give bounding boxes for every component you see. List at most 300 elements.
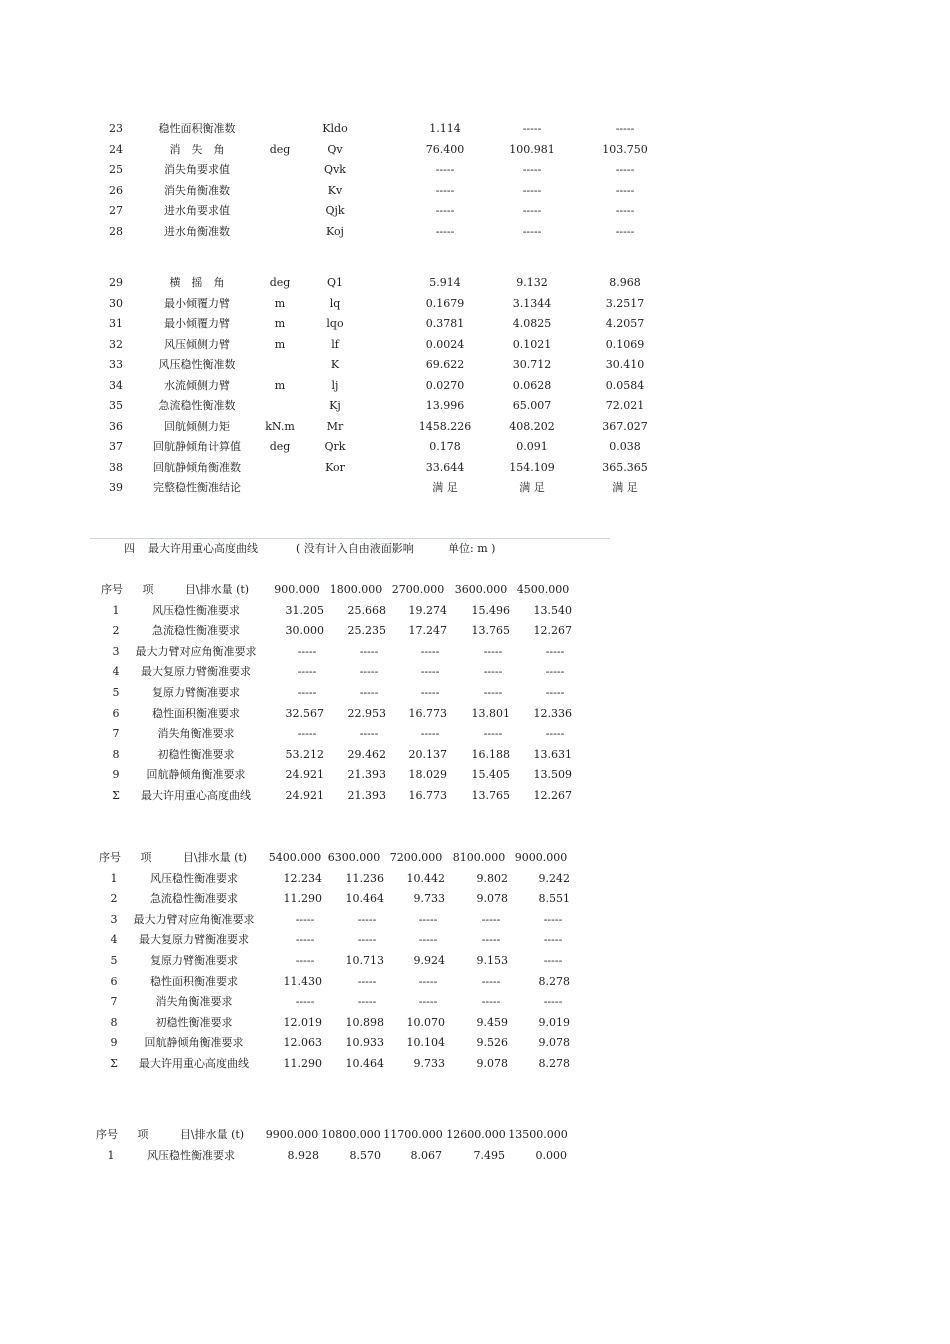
requirement-name: 风压稳性衡准要求	[147, 1148, 235, 1162]
value-cell: -----	[420, 644, 440, 658]
value-cell: -----	[483, 644, 503, 658]
table-row	[0, 952, 950, 970]
header-serial: 序号	[96, 1128, 118, 1141]
criterion-name: 回航倾侧力矩	[164, 419, 230, 433]
value-cell: -----	[295, 912, 315, 926]
criterion-name: 最小倾覆力臂	[164, 296, 230, 310]
value-cell-1: -----	[435, 183, 455, 197]
stability-row	[0, 295, 950, 313]
value-cell: -----	[543, 954, 563, 967]
value-cell: 16.773	[408, 789, 447, 802]
value-cell: -----	[357, 933, 377, 947]
value-cell: 22.953	[347, 706, 386, 720]
value-cell: -----	[359, 686, 379, 699]
table-row	[0, 705, 950, 723]
value-cell: 11.236	[345, 871, 384, 885]
value-cell: 9.526	[476, 1036, 508, 1050]
value-cell: 21.393	[347, 789, 386, 802]
value-cell: 9.078	[476, 1057, 508, 1070]
requirement-name: 回航静倾角衡准要求	[146, 768, 246, 782]
row-number: 5	[112, 686, 120, 699]
value-cell-3: 103.750	[602, 142, 648, 156]
value-cell: -----	[545, 665, 565, 679]
value-cell: 0.000	[535, 1148, 567, 1162]
value-cell: -----	[483, 686, 503, 699]
value-cell-2: -----	[522, 183, 542, 197]
value-cell-2: 0.1021	[512, 337, 552, 351]
criterion-name: 最小倾覆力臂	[164, 317, 230, 330]
requirement-name: 初稳性衡准要求	[157, 747, 235, 761]
header-displacement-2: 6300.000	[327, 851, 381, 864]
requirement-name: 风压稳性衡准要求	[152, 603, 240, 617]
value-cell-2: -----	[522, 225, 542, 238]
symbol-cell: Kj	[329, 399, 341, 412]
value-cell-2: 30.712	[512, 358, 552, 371]
table-row	[0, 766, 950, 784]
criterion-name: 回航静倾角衡准数	[153, 460, 241, 474]
value-cell-3: 365.365	[602, 460, 648, 474]
symbol-cell: Qjk	[325, 204, 345, 218]
table-row	[0, 973, 950, 991]
value-cell: -----	[297, 686, 317, 699]
row-number: 24	[109, 142, 123, 156]
value-cell-2: 3.1344	[512, 296, 552, 310]
table-row	[0, 1147, 950, 1165]
table-row	[0, 725, 950, 743]
value-cell: -----	[543, 912, 563, 926]
value-cell-1: -----	[435, 163, 455, 177]
value-cell-1: 1.114	[429, 122, 461, 135]
unit-cell: m	[274, 378, 286, 392]
value-cell: -----	[420, 727, 440, 741]
criterion-name: 风压倾侧力臂	[164, 337, 230, 351]
value-cell: 8.570	[349, 1148, 381, 1162]
value-cell: 8.278	[538, 1057, 570, 1070]
value-cell: 10.898	[345, 1015, 384, 1029]
table-row	[0, 870, 950, 888]
value-cell: 9.078	[476, 892, 508, 906]
symbol-cell: Qvk	[324, 163, 346, 177]
section-title: 最大许用重心高度曲线	[148, 542, 258, 555]
row-number: 3	[110, 912, 118, 926]
value-cell: 19.274	[408, 603, 447, 617]
value-cell: -----	[481, 912, 501, 926]
requirement-name: 复原力臂衡准要求	[150, 954, 238, 967]
symbol-cell: Q1	[326, 276, 344, 289]
value-cell: -----	[295, 995, 315, 1009]
value-cell-2: 100.981	[509, 142, 555, 156]
value-cell: 13.765	[471, 624, 510, 638]
row-number: 5	[110, 954, 118, 967]
header-displacement-5: 13500.000	[508, 1128, 568, 1141]
value-cell: 10.104	[406, 1036, 445, 1050]
row-number: 1	[107, 1148, 115, 1162]
row-number: 8	[112, 747, 120, 761]
value-cell: -----	[359, 644, 379, 658]
header-displacement-5: 4500.000	[516, 583, 570, 596]
table-header-row	[0, 581, 950, 599]
value-cell: 9.924	[413, 954, 445, 967]
value-cell: 8.067	[410, 1148, 442, 1162]
row-number: 2	[110, 892, 118, 906]
value-cell: 9.802	[476, 871, 508, 885]
value-cell: 32.567	[285, 706, 324, 720]
table-row	[0, 1055, 950, 1073]
stability-row	[0, 182, 950, 200]
stability-row	[0, 315, 950, 333]
symbol-cell: Qrk	[324, 440, 346, 453]
value-cell-3: -----	[615, 163, 635, 177]
value-cell-3: 3.2517	[605, 296, 645, 310]
symbol-cell: lq	[329, 296, 341, 310]
requirement-name: 最大复原力臂衡准要求	[139, 933, 249, 947]
value-cell: 12.267	[533, 624, 572, 638]
header-displacement-4: 3600.000	[454, 583, 508, 596]
row-number: 4	[112, 665, 120, 679]
value-cell-1: -----	[435, 225, 455, 238]
requirement-name: 最大力臂对应角衡准要求	[135, 644, 257, 658]
value-cell: -----	[418, 933, 438, 947]
value-cell-3: 0.1069	[605, 337, 645, 351]
symbol-cell: Kor	[325, 460, 345, 474]
value-cell: -----	[357, 995, 377, 1009]
value-cell: -----	[357, 974, 377, 988]
requirement-name: 初稳性衡准要求	[155, 1015, 233, 1029]
requirement-name: 风压稳性衡准要求	[150, 871, 238, 885]
value-cell: 11.430	[283, 974, 322, 988]
stability-row	[0, 397, 950, 415]
requirement-name: 复原力臂衡准要求	[152, 686, 240, 699]
value-cell: 53.212	[285, 747, 324, 761]
value-cell: -----	[418, 995, 438, 1009]
value-cell: 9.242	[538, 871, 570, 885]
value-cell: -----	[420, 665, 440, 679]
header-item: 项	[137, 1128, 149, 1141]
value-cell: 10.442	[406, 871, 445, 885]
value-cell: 30.000	[285, 624, 324, 638]
value-cell-2: -----	[522, 204, 542, 218]
symbol-cell: Qv	[327, 142, 343, 156]
symbol-cell: K	[330, 358, 340, 371]
row-number: 25	[109, 163, 123, 177]
row-number: 37	[109, 440, 123, 453]
value-cell: 21.393	[347, 768, 386, 782]
value-cell: -----	[545, 686, 565, 699]
table-row	[0, 622, 950, 640]
requirement-name: 最大力臂对应角衡准要求	[133, 912, 255, 926]
header-displacement-label: 目\排水量 (t)	[182, 851, 248, 864]
table-row	[0, 684, 950, 702]
value-cell: -----	[543, 933, 563, 947]
value-cell-3: 72.021	[605, 399, 645, 412]
symbol-cell: lj	[331, 378, 339, 392]
header-item: 项	[140, 851, 152, 864]
section-heading	[0, 540, 950, 558]
value-cell-3: 0.0584	[605, 378, 645, 392]
value-cell: 13.631	[533, 747, 572, 761]
value-cell-1: 13.996	[425, 399, 465, 412]
value-cell-2: 0.0628	[512, 378, 552, 392]
table-header-row	[0, 1126, 950, 1144]
criterion-name: 完整稳性衡准结论	[153, 481, 241, 494]
symbol-cell: Mr	[326, 419, 344, 433]
header-displacement-1: 900.000	[274, 583, 320, 596]
requirement-name: 最大复原力臂衡准要求	[141, 665, 251, 679]
criterion-name: 稳性面积衡准数	[158, 122, 236, 135]
table-row	[0, 1014, 950, 1032]
value-cell-2: 9.132	[516, 276, 548, 289]
symbol-cell: Kv	[327, 183, 343, 197]
value-cell-2: -----	[522, 122, 542, 135]
table-row	[0, 911, 950, 929]
row-number: 23	[109, 122, 123, 135]
value-cell-2: -----	[522, 163, 542, 177]
unit-cell: deg	[269, 440, 291, 453]
value-cell: 12.267	[533, 789, 572, 802]
row-number: 29	[109, 276, 123, 289]
unit-cell: m	[274, 337, 286, 351]
row-number: 39	[109, 481, 123, 494]
value-cell: -----	[545, 644, 565, 658]
value-cell: 10.933	[345, 1036, 384, 1050]
row-number: 31	[109, 317, 123, 330]
value-cell: -----	[483, 727, 503, 741]
value-cell: -----	[545, 727, 565, 741]
criterion-name: 消 失 角	[169, 142, 225, 156]
stability-row	[0, 479, 950, 497]
stability-row	[0, 418, 950, 436]
table-row	[0, 643, 950, 661]
stability-row	[0, 438, 950, 456]
value-cell-3: 30.410	[605, 358, 645, 371]
value-cell-1: 33.644	[425, 460, 465, 474]
value-cell: 16.773	[408, 706, 447, 720]
section-divider	[90, 538, 610, 539]
value-cell: 11.290	[283, 892, 322, 906]
row-number: 6	[112, 706, 120, 720]
header-serial: 序号	[99, 851, 121, 864]
value-cell: -----	[295, 933, 315, 947]
requirement-name: 回航静倾角衡准要求	[144, 1036, 244, 1050]
value-cell-1: 0.178	[429, 440, 461, 453]
value-cell-2: 4.0825	[512, 317, 552, 330]
value-cell: -----	[420, 686, 440, 699]
stability-row	[0, 141, 950, 159]
symbol-cell: Kldo	[322, 122, 348, 135]
criterion-name: 进水角要求值	[164, 204, 230, 218]
value-cell: 13.540	[533, 603, 572, 617]
value-cell-3: -----	[615, 225, 635, 238]
row-number: 33	[109, 358, 123, 371]
section-unit: 单位: m )	[448, 542, 496, 555]
header-displacement-3: 7200.000	[389, 851, 443, 864]
value-cell: 12.336	[533, 706, 572, 720]
value-cell: -----	[483, 665, 503, 679]
row-number: 26	[109, 183, 123, 197]
value-cell: 25.668	[347, 603, 386, 617]
section-number: 四	[124, 542, 135, 555]
symbol-cell: lf	[331, 337, 339, 351]
value-cell-2: 0.091	[516, 440, 548, 453]
stability-row	[0, 202, 950, 220]
table-row	[0, 931, 950, 949]
stability-row	[0, 459, 950, 477]
value-cell-1: 0.1679	[425, 296, 465, 310]
row-number: 7	[110, 995, 118, 1009]
stability-row	[0, 377, 950, 395]
value-cell-1: 0.0024	[425, 337, 465, 351]
row-number: 2	[112, 624, 120, 638]
row-number: 30	[109, 296, 123, 310]
requirement-name: 稳性面积衡准要求	[152, 706, 240, 720]
requirement-name: 最大许用重心高度曲线	[141, 789, 251, 802]
criterion-name: 横 摇 角	[169, 276, 225, 289]
value-cell: 12.234	[283, 871, 322, 885]
unit-cell: deg	[269, 142, 291, 156]
value-cell: 31.205	[285, 603, 324, 617]
value-cell: 9.459	[476, 1015, 508, 1029]
row-number: 8	[110, 1015, 118, 1029]
value-cell-2: 408.202	[509, 419, 555, 433]
value-cell: -----	[543, 995, 563, 1009]
value-cell: 9.153	[476, 954, 508, 967]
value-cell-3: 367.027	[602, 419, 648, 433]
row-number: 35	[109, 399, 123, 412]
value-cell: -----	[357, 912, 377, 926]
header-displacement-4: 12600.000	[446, 1128, 506, 1141]
header-displacement-label: 目\排水量 (t)	[179, 1128, 245, 1141]
value-cell: 12.019	[283, 1015, 322, 1029]
header-displacement-1: 5400.000	[268, 851, 322, 864]
table-row	[0, 890, 950, 908]
unit-cell: deg	[269, 276, 291, 289]
value-cell: -----	[481, 974, 501, 988]
row-number: 1	[110, 871, 118, 885]
value-cell: 13.765	[471, 789, 510, 802]
requirement-name: 稳性面积衡准要求	[150, 974, 238, 988]
unit-cell: m	[274, 317, 286, 330]
value-cell: 10.464	[345, 1057, 384, 1070]
value-cell: 10.070	[406, 1015, 445, 1029]
value-cell: 29.462	[347, 747, 386, 761]
header-displacement-1: 9900.000	[265, 1128, 319, 1141]
criterion-name: 风压稳性衡准数	[158, 358, 236, 371]
header-displacement-5: 9000.000	[514, 851, 568, 864]
table-row	[0, 746, 950, 764]
value-cell-3: -----	[615, 122, 635, 135]
stability-row	[0, 120, 950, 138]
value-cell: 13.509	[533, 768, 572, 782]
value-cell: 9.019	[538, 1015, 570, 1029]
row-number: 38	[109, 460, 123, 474]
value-cell-3: 8.968	[609, 276, 641, 289]
requirement-name: 消失角衡准要求	[157, 727, 235, 741]
criterion-name: 水流倾侧力臂	[164, 378, 230, 392]
value-cell: 10.713	[345, 954, 384, 967]
value-cell: 9.078	[538, 1036, 570, 1050]
value-cell-2: 65.007	[512, 399, 552, 412]
header-serial: 序号	[101, 583, 123, 596]
value-cell: 25.235	[347, 624, 386, 638]
value-cell: -----	[297, 644, 317, 658]
criterion-name: 急流稳性衡准数	[158, 399, 236, 412]
row-number: Σ	[110, 1057, 118, 1070]
value-cell: -----	[418, 974, 438, 988]
value-cell: 20.137	[408, 747, 447, 761]
value-cell: -----	[481, 933, 501, 947]
value-cell: -----	[297, 665, 317, 679]
stability-row	[0, 356, 950, 374]
unit-cell: m	[274, 296, 286, 310]
value-cell-2: 154.109	[509, 460, 555, 474]
requirement-name: 消失角衡准要求	[155, 995, 233, 1009]
value-cell-1: 0.3781	[425, 317, 465, 330]
value-cell: -----	[297, 727, 317, 741]
header-displacement-2: 10800.000	[321, 1128, 381, 1141]
value-cell: -----	[359, 665, 379, 679]
row-number: 1	[112, 603, 120, 617]
value-cell: 15.405	[471, 768, 510, 782]
row-number: 9	[110, 1036, 118, 1050]
value-cell-1: -----	[435, 204, 455, 218]
value-cell: -----	[418, 912, 438, 926]
row-number: 9	[112, 768, 120, 782]
value-cell: 16.188	[471, 747, 510, 761]
value-cell: 9.733	[413, 1057, 445, 1070]
value-cell-2: 满 足	[519, 481, 545, 494]
section-note: ( 没有计入自由液面影响	[296, 542, 414, 555]
stability-row	[0, 336, 950, 354]
row-number: 36	[109, 419, 123, 433]
symbol-cell: Koj	[326, 225, 344, 238]
stability-row	[0, 274, 950, 292]
value-cell: 24.921	[285, 768, 324, 782]
value-cell: 18.029	[408, 768, 447, 782]
criterion-name: 消失角衡准数	[164, 183, 230, 197]
criterion-name: 消失角要求值	[164, 163, 230, 177]
stability-row	[0, 161, 950, 179]
value-cell-3: 0.038	[609, 440, 641, 453]
symbol-cell: lqo	[326, 317, 344, 330]
value-cell: 8.278	[538, 974, 570, 988]
criterion-name: 回航静倾角计算值	[153, 440, 241, 453]
value-cell: -----	[481, 995, 501, 1009]
value-cell: -----	[295, 954, 315, 967]
table-row	[0, 602, 950, 620]
value-cell-3: -----	[615, 183, 635, 197]
row-number: 34	[109, 378, 123, 392]
header-displacement-3: 11700.000	[383, 1128, 443, 1141]
header-displacement-4: 8100.000	[452, 851, 506, 864]
requirement-name: 急流稳性衡准要求	[152, 624, 240, 638]
value-cell: 24.921	[285, 789, 324, 802]
header-displacement-label: 目\排水量 (t)	[184, 583, 250, 596]
row-number: 28	[109, 225, 123, 238]
value-cell-1: 0.0270	[425, 378, 465, 392]
value-cell: 12.063	[283, 1036, 322, 1050]
unit-cell: kN.m	[265, 419, 295, 433]
header-item: 项	[142, 583, 154, 596]
row-number: 4	[110, 933, 118, 947]
value-cell-3: -----	[615, 204, 635, 218]
value-cell: 8.551	[538, 892, 570, 906]
row-number: 6	[110, 974, 118, 988]
value-cell-1: 69.622	[425, 358, 465, 371]
requirement-name: 最大许用重心高度曲线	[139, 1057, 249, 1070]
table-row	[0, 1034, 950, 1052]
header-displacement-2: 1800.000	[329, 583, 383, 596]
row-number: 7	[112, 727, 120, 741]
